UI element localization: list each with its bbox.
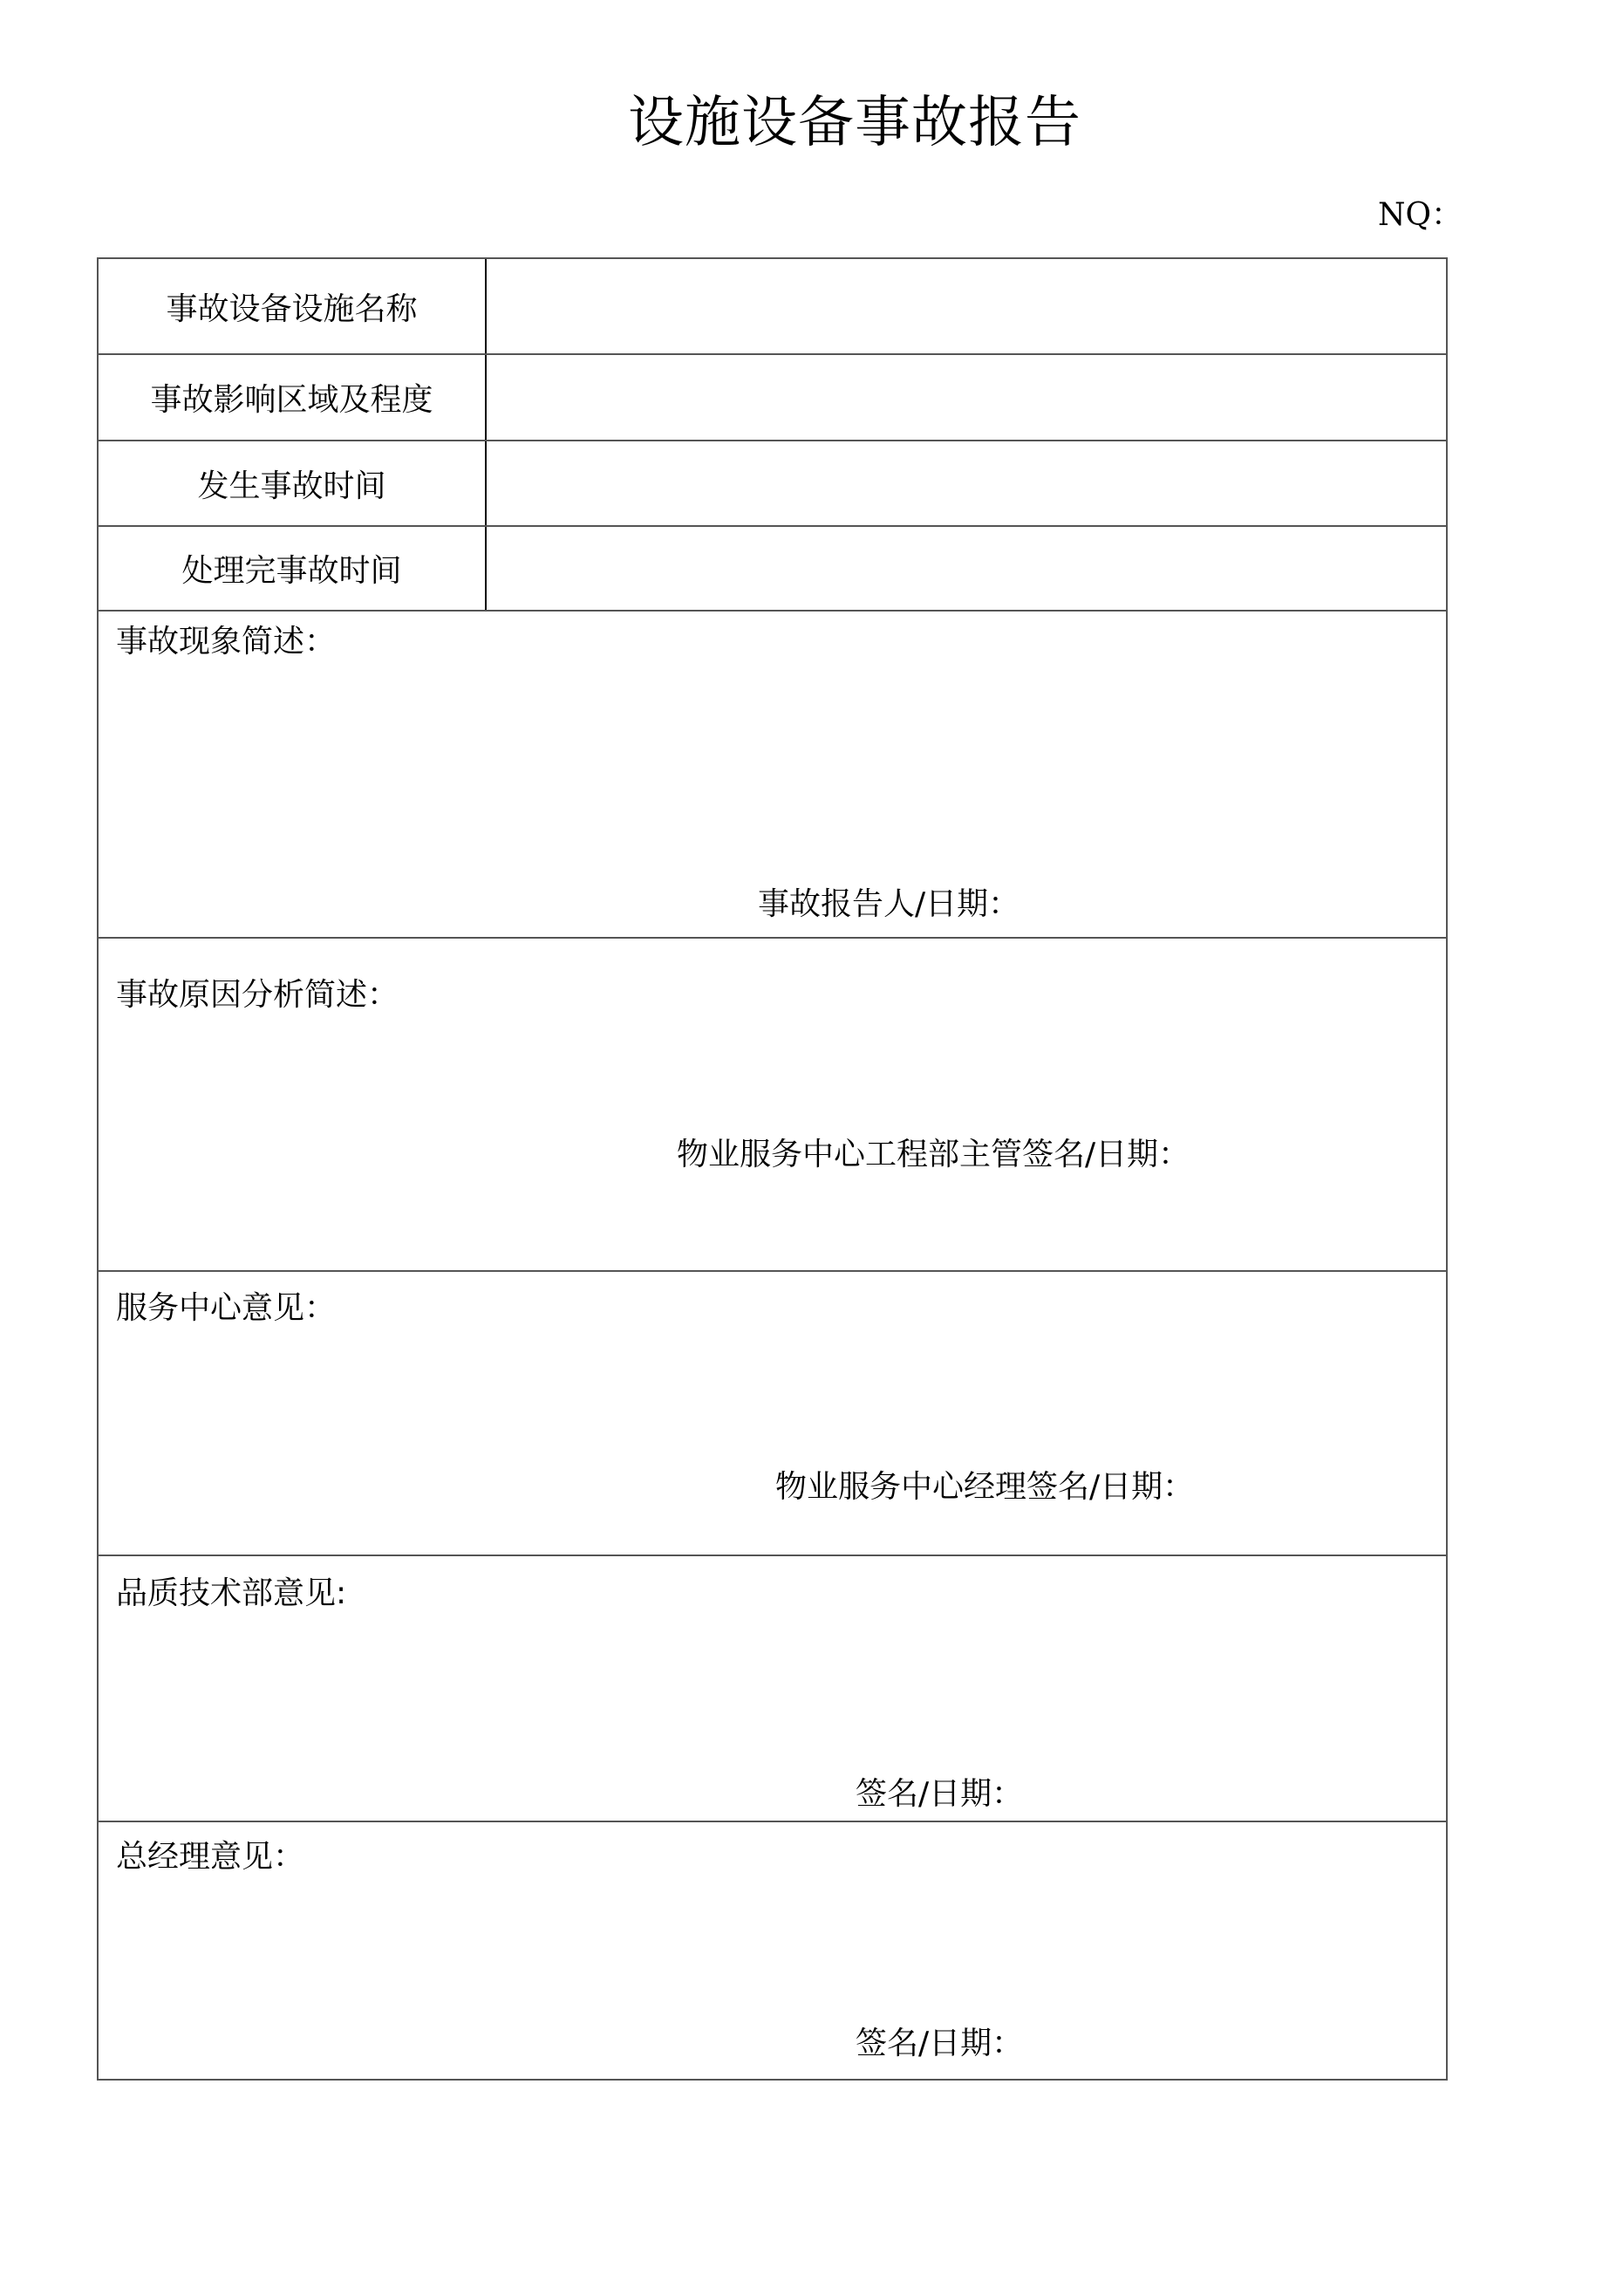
signature-line: 物业服务中心工程部主管签名/日期：	[677, 1137, 1190, 1172]
accident-time-field[interactable]	[487, 441, 1446, 525]
page-title: 设施设备事故报告	[628, 91, 1081, 155]
info-row-accident-time	[99, 441, 1446, 527]
info-row-label: 事故影响区域及程度	[99, 355, 487, 440]
info-row-label: 事故设备设施名称	[99, 259, 487, 353]
info-row-label: 发生事故时间	[99, 441, 487, 525]
section-general-manager-opinion[interactable]	[99, 1822, 1446, 2079]
signature-line: 签名/日期：	[856, 2026, 1024, 2061]
document-number-label: NQ：	[1378, 197, 1463, 233]
section-phenomenon[interactable]	[99, 612, 1446, 939]
accident-report-form	[97, 257, 1448, 2081]
section-heading: 品质技术部意见:	[116, 1575, 347, 1611]
equipment-name-field[interactable]	[487, 259, 1446, 353]
section-heading: 事故现象简述：	[116, 624, 337, 659]
info-row-equipment-name	[99, 259, 1446, 355]
section-heading: 总经理意见：	[116, 1839, 305, 1875]
section-heading: 服务中心意见：	[116, 1290, 337, 1326]
section-cause-analysis[interactable]	[99, 939, 1446, 1272]
section-heading: 事故原因分析简述：	[116, 977, 399, 1013]
signature-line: 签名/日期：	[856, 1776, 1024, 1812]
info-row-resolved-time	[99, 527, 1446, 612]
signature-line: 物业服务中心经理签名/日期：	[775, 1469, 1195, 1505]
resolved-time-field[interactable]	[487, 527, 1446, 610]
impact-area-field[interactable]	[487, 355, 1446, 440]
section-quality-dept-opinion[interactable]	[99, 1556, 1446, 1822]
info-row-label: 处理完事故时间	[99, 527, 487, 610]
section-service-center-opinion[interactable]	[99, 1272, 1446, 1556]
info-row-impact-area	[99, 355, 1446, 441]
signature-line: 事故报告人/日期：	[758, 886, 1020, 922]
